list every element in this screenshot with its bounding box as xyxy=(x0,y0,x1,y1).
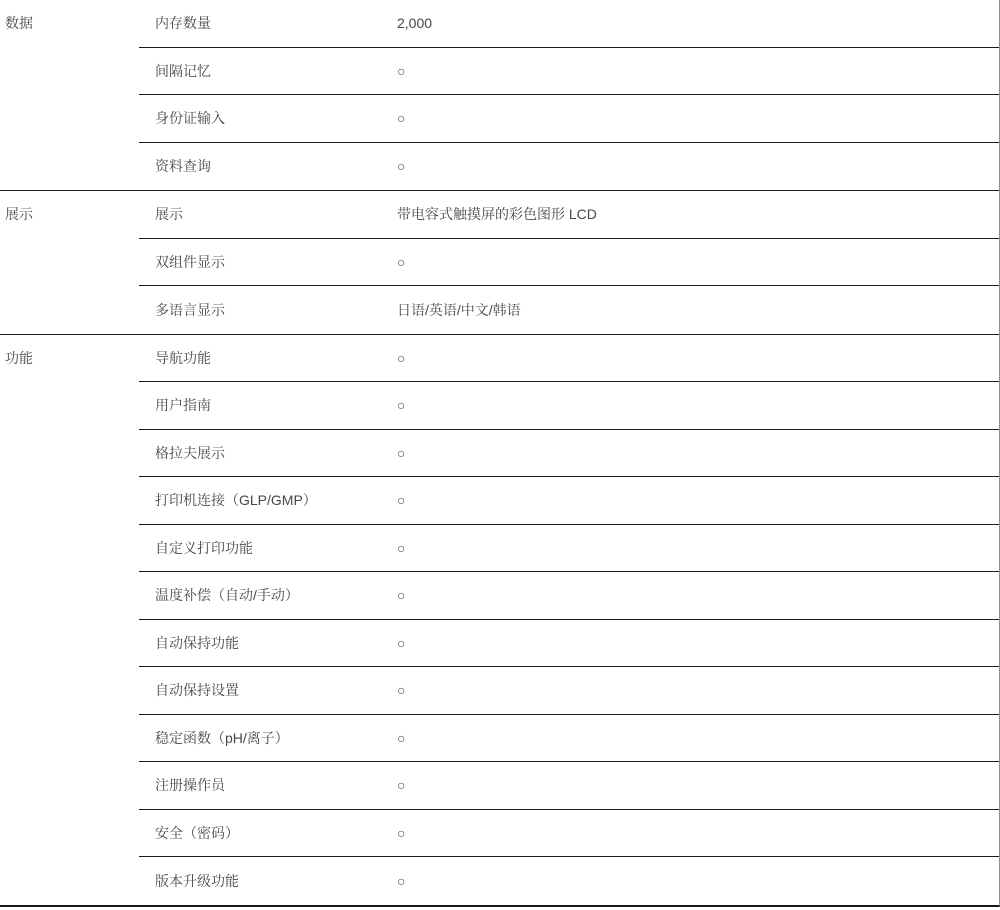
spec-row xyxy=(139,0,999,48)
spec-row xyxy=(139,382,999,430)
spec-row xyxy=(139,191,999,239)
spec-row xyxy=(139,810,999,858)
spec-row-value: ○ xyxy=(397,444,406,461)
spec-row-label: 安全（密码） xyxy=(155,824,239,841)
spec-row-label: 身份证输入 xyxy=(155,110,225,127)
spec-row-value: 日语/英语/中文/韩语 xyxy=(397,301,521,318)
spec-row xyxy=(139,525,999,573)
spec-row xyxy=(139,857,999,905)
spec-row-value: ○ xyxy=(397,349,406,366)
spec-row xyxy=(139,430,999,478)
spec-row-value: ○ xyxy=(397,539,406,556)
spec-row-label: 导航功能 xyxy=(155,349,211,366)
spec-row-label: 打印机连接（GLP/GMP） xyxy=(155,492,317,509)
spec-row-label: 自动保持设置 xyxy=(155,682,239,699)
section-category-label: 展示 xyxy=(5,206,33,222)
spec-row xyxy=(139,620,999,668)
spec-section-数据 xyxy=(0,0,999,190)
spec-row-label: 内存数量 xyxy=(155,15,211,32)
spec-row-value: ○ xyxy=(397,587,406,604)
spec-row-value: ○ xyxy=(397,62,406,79)
spec-row xyxy=(139,572,999,620)
section-category xyxy=(0,191,139,334)
spec-row-label: 资料查询 xyxy=(155,158,211,175)
spec-row xyxy=(139,477,999,525)
section-rows xyxy=(139,191,999,334)
spec-row xyxy=(139,239,999,287)
section-category-label: 数据 xyxy=(5,15,33,31)
spec-row xyxy=(139,667,999,715)
section-category-label: 功能 xyxy=(5,349,33,366)
spec-row xyxy=(139,762,999,810)
spec-row xyxy=(139,143,999,191)
spec-row-value: ○ xyxy=(397,158,406,175)
section-category xyxy=(0,335,139,905)
spec-row xyxy=(139,715,999,763)
spec-row xyxy=(139,335,999,383)
section-rows xyxy=(139,0,999,190)
spec-row-value: ○ xyxy=(397,777,406,794)
spec-row-value: 带电容式触摸屏的彩色图形 LCD xyxy=(397,206,597,223)
spec-row-value: ○ xyxy=(397,872,406,889)
spec-row xyxy=(139,95,999,143)
spec-row-label: 自定义打印功能 xyxy=(155,539,253,556)
spec-row-value: ○ xyxy=(397,634,406,651)
spec-row-label: 多语言显示 xyxy=(155,301,225,318)
spec-row-value: ○ xyxy=(397,729,406,746)
spec-row xyxy=(139,48,999,96)
spec-row-label: 用户指南 xyxy=(155,397,211,414)
spec-row-label: 版本升级功能 xyxy=(155,872,239,889)
spec-row-value: ○ xyxy=(397,110,406,127)
spec-row-label: 自动保持功能 xyxy=(155,634,239,651)
spec-row xyxy=(139,286,999,334)
spec-row-label: 稳定函数（pH/离子） xyxy=(155,729,289,746)
spec-row-label: 双组件显示 xyxy=(155,253,225,270)
spec-row-value: ○ xyxy=(397,492,406,509)
spec-row-value: 2,000 xyxy=(397,15,433,32)
spec-row-value: ○ xyxy=(397,824,406,841)
spec-row-label: 格拉夫展示 xyxy=(155,444,225,461)
section-rows xyxy=(139,335,999,905)
spec-row-value: ○ xyxy=(397,682,406,699)
spec-row-value: ○ xyxy=(397,253,406,270)
spec-section-展示 xyxy=(0,190,999,334)
spec-section-功能 xyxy=(0,334,999,905)
spec-row-label: 温度补偿（自动/手动） xyxy=(155,587,299,604)
section-category xyxy=(0,0,139,190)
spec-row-label: 展示 xyxy=(155,206,183,223)
spec-row-value: ○ xyxy=(397,397,406,414)
spec-row-label: 注册操作员 xyxy=(155,777,225,794)
spec-row-label: 间隔记忆 xyxy=(155,62,211,79)
